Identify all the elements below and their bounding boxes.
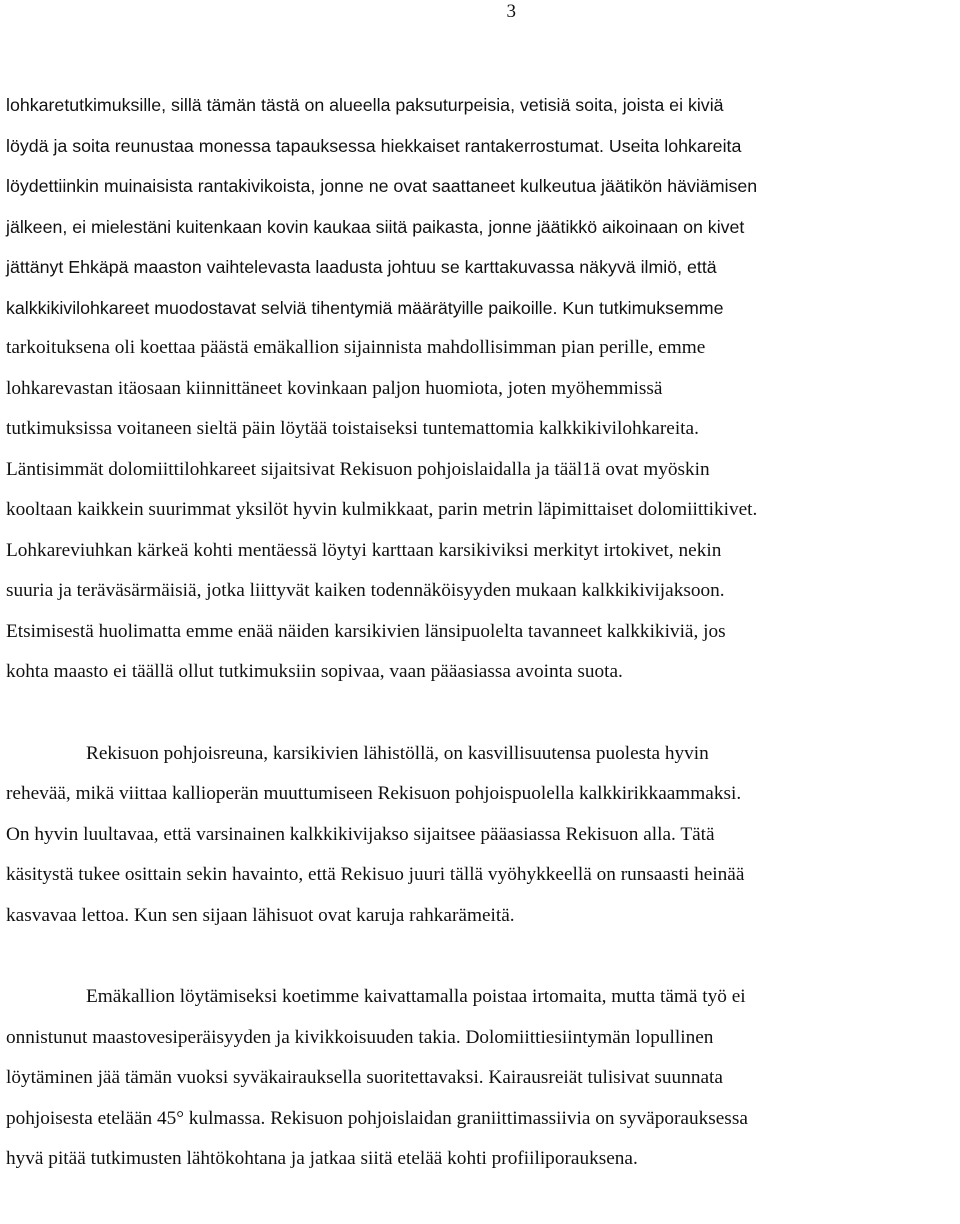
text-line: löydä ja soita reunustaa monessa tapauksessa hiekkaiset rantakerrostumat. Useita lohkareita	[6, 135, 742, 156]
text-line: kohta maasto ei täällä ollut tutkimuksiin sopivaa, vaan pääasiassa avointa suota.	[6, 661, 623, 682]
text-line: Lohkareviuhkan kärkeä kohti mentäessä löytyi karttaan karsikiviksi merkityt irtokivet, nekin	[6, 539, 722, 561]
text-line: kasvavaa lettoa. Kun sen sijaan lähisuot ovat karuja rahkarämeitä.	[6, 904, 515, 926]
text-line: tutkimuksissa voitaneen sieltä päin löytää toistaiseksi tuntemattomia kalkkikivilohkareita.	[6, 418, 699, 439]
document-body	[6, 85, 954, 1180]
text-line: tarkoituksena oli koettaa päästä emäkallion sijainnista mahdollisimman pian perille, emme	[6, 337, 706, 358]
text-line: pohjoisesta etelään 45° kulmassa. Rekisuon pohjoislaidan graniittimassiivia on syväporauksessa	[6, 1107, 748, 1129]
text-line: On hyvin luultavaa, että varsinainen kalkkikivijakso sijaitsee pääasiassa Rekisuon alla. Tätä	[6, 823, 715, 845]
paragraph-1	[6, 85, 954, 693]
text-line: Emäkallion löytämiseksi koetimme kaivattamalla poistaa irtomaita, mutta tämä työ ei	[86, 986, 746, 1007]
text-line: suuria ja teräväsärmäisiä, jotka liittyvät kaiken todennäköisyyden mukaan kalkkikivijaksoon.	[6, 580, 725, 601]
text-line: jälkeen, ei mielestäni kuitenkaan kovin kaukaa siitä paikasta, jonne jäätikkö aikoinaan on kivet	[6, 216, 745, 237]
text-line: jättänyt Ehkäpä maaston vaihtelevasta laadusta johtuu se karttakuvassa näkyvä ilmiö, että	[6, 257, 717, 277]
paragraph-spacer	[6, 936, 954, 977]
text-line: Etsimisestä huolimatta emme enää näiden karsikivien länsipuolelta tavanneet kalkkikiviä, jos	[6, 620, 726, 642]
text-line: rehevää, mikä viittaa kallioperän muuttumiseen Rekisuon pohjoispuolella kalkkirikkaammaksi.	[6, 783, 742, 804]
text-line: löytäminen jää tämän vuoksi syväkairauksella suoritettavaksi. Kairausreiät tulisivat suunnata	[6, 1067, 723, 1088]
page-number: 3	[506, 1, 516, 22]
paragraph-2	[6, 734, 954, 937]
text-line: lohkarevastan itäosaan kiinnittäneet kovinkaan paljon huomiota, joten myöhemmissä	[6, 377, 663, 399]
text-line: onnistunut maastovesiperäisyyden ja kivikkoisuuden takia. Dolomiittiesiintymän lopullinen	[6, 1026, 714, 1048]
text-line: Rekisuon pohjoisreuna, karsikivien lähistöllä, on kasvillisuutensa puolesta hyvin	[86, 742, 709, 764]
text-line: löydettiinkin muinaisista rantakivikoista, jonne ne ovat saattaneet kulkeutua jäätikön häviämisen	[6, 176, 758, 196]
text-line: kalkkikivilohkareet muodostavat selviä tihentymiä määrätyille paikoille. Kun tutkimuksemme	[6, 297, 724, 318]
text-line: hyvä pitää tutkimusten lähtökohtana ja jatkaa siitä etelää kohti profiiliporauksena.	[6, 1148, 638, 1169]
text-line: kooltaan kaikkein suurimmat yksilöt hyvin kulmikkaat, parin metrin läpimittaiset dolomiittikivet.	[6, 499, 758, 520]
text-line: Läntisimmät dolomiittilohkareet sijaitsivat Rekisuon pohjoislaidalla ja tääl1ä ovat myöskin	[6, 458, 710, 480]
paragraph-spacer	[6, 693, 954, 734]
paragraph-3	[6, 977, 954, 1180]
text-line: käsitystä tukee osittain sekin havainto, että Rekisuo juuri tällä vyöhykkeellä on runsaasti heinää	[6, 864, 745, 885]
text-line: lohkaretutkimuksille, sillä tämän tästä on alueella paksuturpeisia, vetisiä soita, joista ei kiviä	[6, 95, 724, 115]
